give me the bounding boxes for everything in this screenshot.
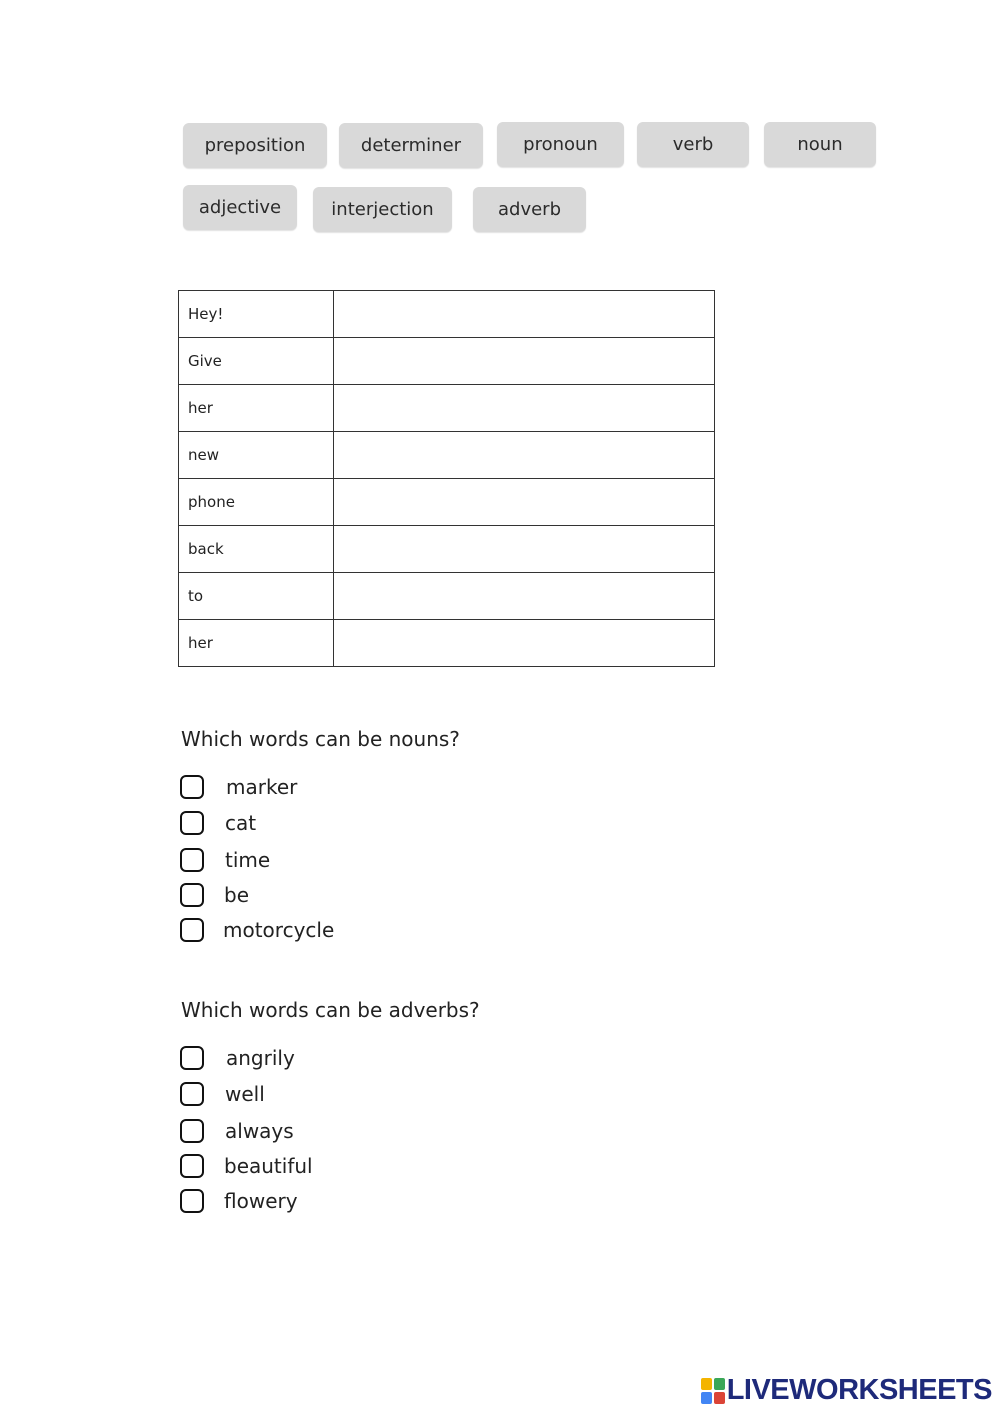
brand-name: LIVEWORKSHEETS [726,1374,992,1406]
table-row [179,385,715,432]
checkbox[interactable] [180,918,204,942]
option-motorcycle[interactable] [180,916,334,944]
checkbox[interactable] [180,775,204,799]
option-time[interactable] [180,846,270,874]
table-row [179,573,715,620]
logo-square-yellow [701,1378,712,1390]
liveworksheets-logo-icon [701,1378,725,1404]
checkbox[interactable] [180,1189,204,1213]
table-word: new [179,432,334,479]
option-label: be [224,883,249,907]
answer-drop-zone[interactable] [333,385,714,432]
table-word: her [179,385,334,432]
option-well[interactable] [180,1080,265,1108]
table-word: Give [179,338,334,385]
option-label: beautiful [224,1154,313,1178]
word-tile-adverb[interactable]: adverb [473,187,586,232]
table-word: back [179,526,334,573]
table-row [179,432,715,479]
table-row [179,291,715,338]
answer-drop-zone[interactable] [333,526,714,573]
checkbox[interactable] [180,1154,204,1178]
option-cat[interactable] [180,809,256,837]
table-word: her [179,620,334,667]
classification-table [178,290,715,667]
option-be[interactable] [180,881,249,909]
logo-square-red [714,1392,725,1404]
answer-drop-zone[interactable] [333,432,714,479]
option-label: time [225,848,271,872]
option-angrily[interactable] [180,1044,295,1072]
table-row [179,479,715,526]
table-row [179,526,715,573]
checkbox[interactable] [180,1119,204,1143]
checkbox[interactable] [180,1046,204,1070]
option-always[interactable] [180,1117,294,1145]
option-label: flowery [224,1189,298,1213]
option-label: marker [226,775,298,799]
checkbox[interactable] [180,811,204,835]
answer-drop-zone[interactable] [333,479,714,526]
answer-drop-zone[interactable] [333,291,714,338]
table-word: Hey! [179,291,334,338]
answer-drop-zone[interactable] [333,338,714,385]
option-label: motorcycle [223,918,335,942]
option-flowery[interactable] [180,1187,298,1215]
liveworksheets-brand [701,1374,992,1407]
table-row [179,620,715,667]
word-tile-determiner[interactable]: determiner [339,123,483,168]
table-row [179,338,715,385]
checkbox[interactable] [180,1082,204,1106]
word-tile-verb[interactable]: verb [637,122,749,167]
table-word: phone [179,479,334,526]
table-word: to [179,573,334,620]
question-nouns-prompt: Which words can be nouns? [181,727,460,751]
checkbox[interactable] [180,883,204,907]
option-label: cat [225,811,257,835]
word-tile-adjective[interactable]: adjective [183,185,297,230]
option-label: angrily [226,1046,295,1070]
logo-square-green [714,1378,725,1390]
word-tile-interjection[interactable]: interjection [313,187,452,232]
word-tile-pronoun[interactable]: pronoun [497,122,624,167]
question-adverbs-prompt: Which words can be adverbs? [181,998,480,1022]
option-label: always [225,1119,294,1143]
answer-drop-zone[interactable] [333,620,714,667]
option-beautiful[interactable] [180,1152,313,1180]
logo-square-blue [701,1392,712,1404]
word-tile-preposition[interactable]: preposition [183,123,327,168]
word-tile-noun[interactable]: noun [764,122,876,167]
option-label: well [225,1082,265,1106]
answer-drop-zone[interactable] [333,573,714,620]
checkbox[interactable] [180,848,204,872]
option-marker[interactable] [180,773,297,801]
